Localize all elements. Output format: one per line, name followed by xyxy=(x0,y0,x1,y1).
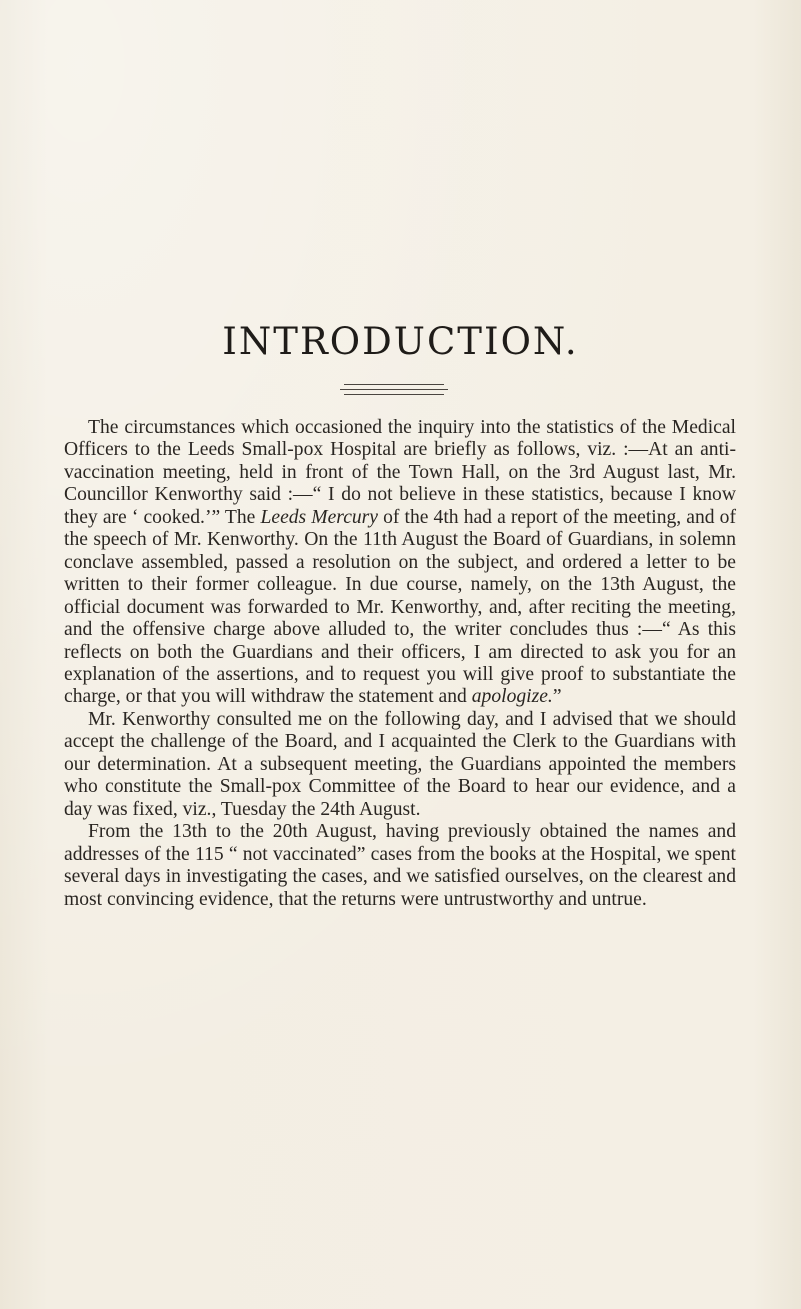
page-title: INTRODUCTION. xyxy=(222,320,579,363)
paragraph-2-text: Mr. Kenworthy consulted me on the following day, and I advised that we should accept the challenge of the Board, and I acquainted the Clerk to the Guardians with our determination. At a subsequent meeting, the Guardians appointed the members who constitute the Small-pox Committee of the Board to hear our evidence, and a day was fixed, viz., Tuesday the 24th August. xyxy=(64,708,736,820)
title-rule-middle xyxy=(340,389,448,390)
closing-quote: ” xyxy=(552,686,562,708)
paragraph-1 xyxy=(64,417,736,709)
body-text xyxy=(64,417,736,911)
emphasized-word: apologize. xyxy=(471,686,553,708)
title-rule-bottom xyxy=(344,394,444,395)
paragraph-1-text-continued: of the 4th had a report of the meeting, and of the speech of Mr. Kenworthy. On the 11th August the Board of Guardians, in solemn conclave assembled, passed a resolution on the subject, and ordered a letter to be written to their former colleague. In due course, namely, on the 13th August, the official document was forwarded to Mr. Kenworthy, and, after reciting the meeting, and the offensive charge above alluded to, the writer concludes thus :—“ As this reflects on both the Guardians and their officers, I am directed to ask you for an explanation of the assertions, and to request you will give proof to substantiate the charge, or that you will withdraw the statement and xyxy=(64,506,737,708)
paragraph-1-text: The circumstances which occasioned the inquiry into the statistics of the Medical Officers to the Leeds Small-pox Hospital are briefly as follows, viz. :—At an anti-vaccination meeting, held in front of the Town Hall, on the 3rd August last, Mr. Councillor Kenworthy said :—“ I do not believe in these statistics, because I know they are ‘ cooked.’” The xyxy=(64,417,736,528)
newspaper-name: Leeds Mercury xyxy=(260,506,379,528)
paragraph-3-text: From the 13th to the 20th August, having previously obtained the names and addresses of the 115 “ not vaccinated” cases from the books at the Hospital, we spent several days in investigating the cases, and we satisfied ourselves, on the clearest and most convincing evidence, that the returns were untrustworthy and untrue. xyxy=(64,821,736,910)
paragraph-2 xyxy=(64,709,736,821)
title-rule-top xyxy=(344,384,444,385)
paragraph-3 xyxy=(64,821,736,911)
